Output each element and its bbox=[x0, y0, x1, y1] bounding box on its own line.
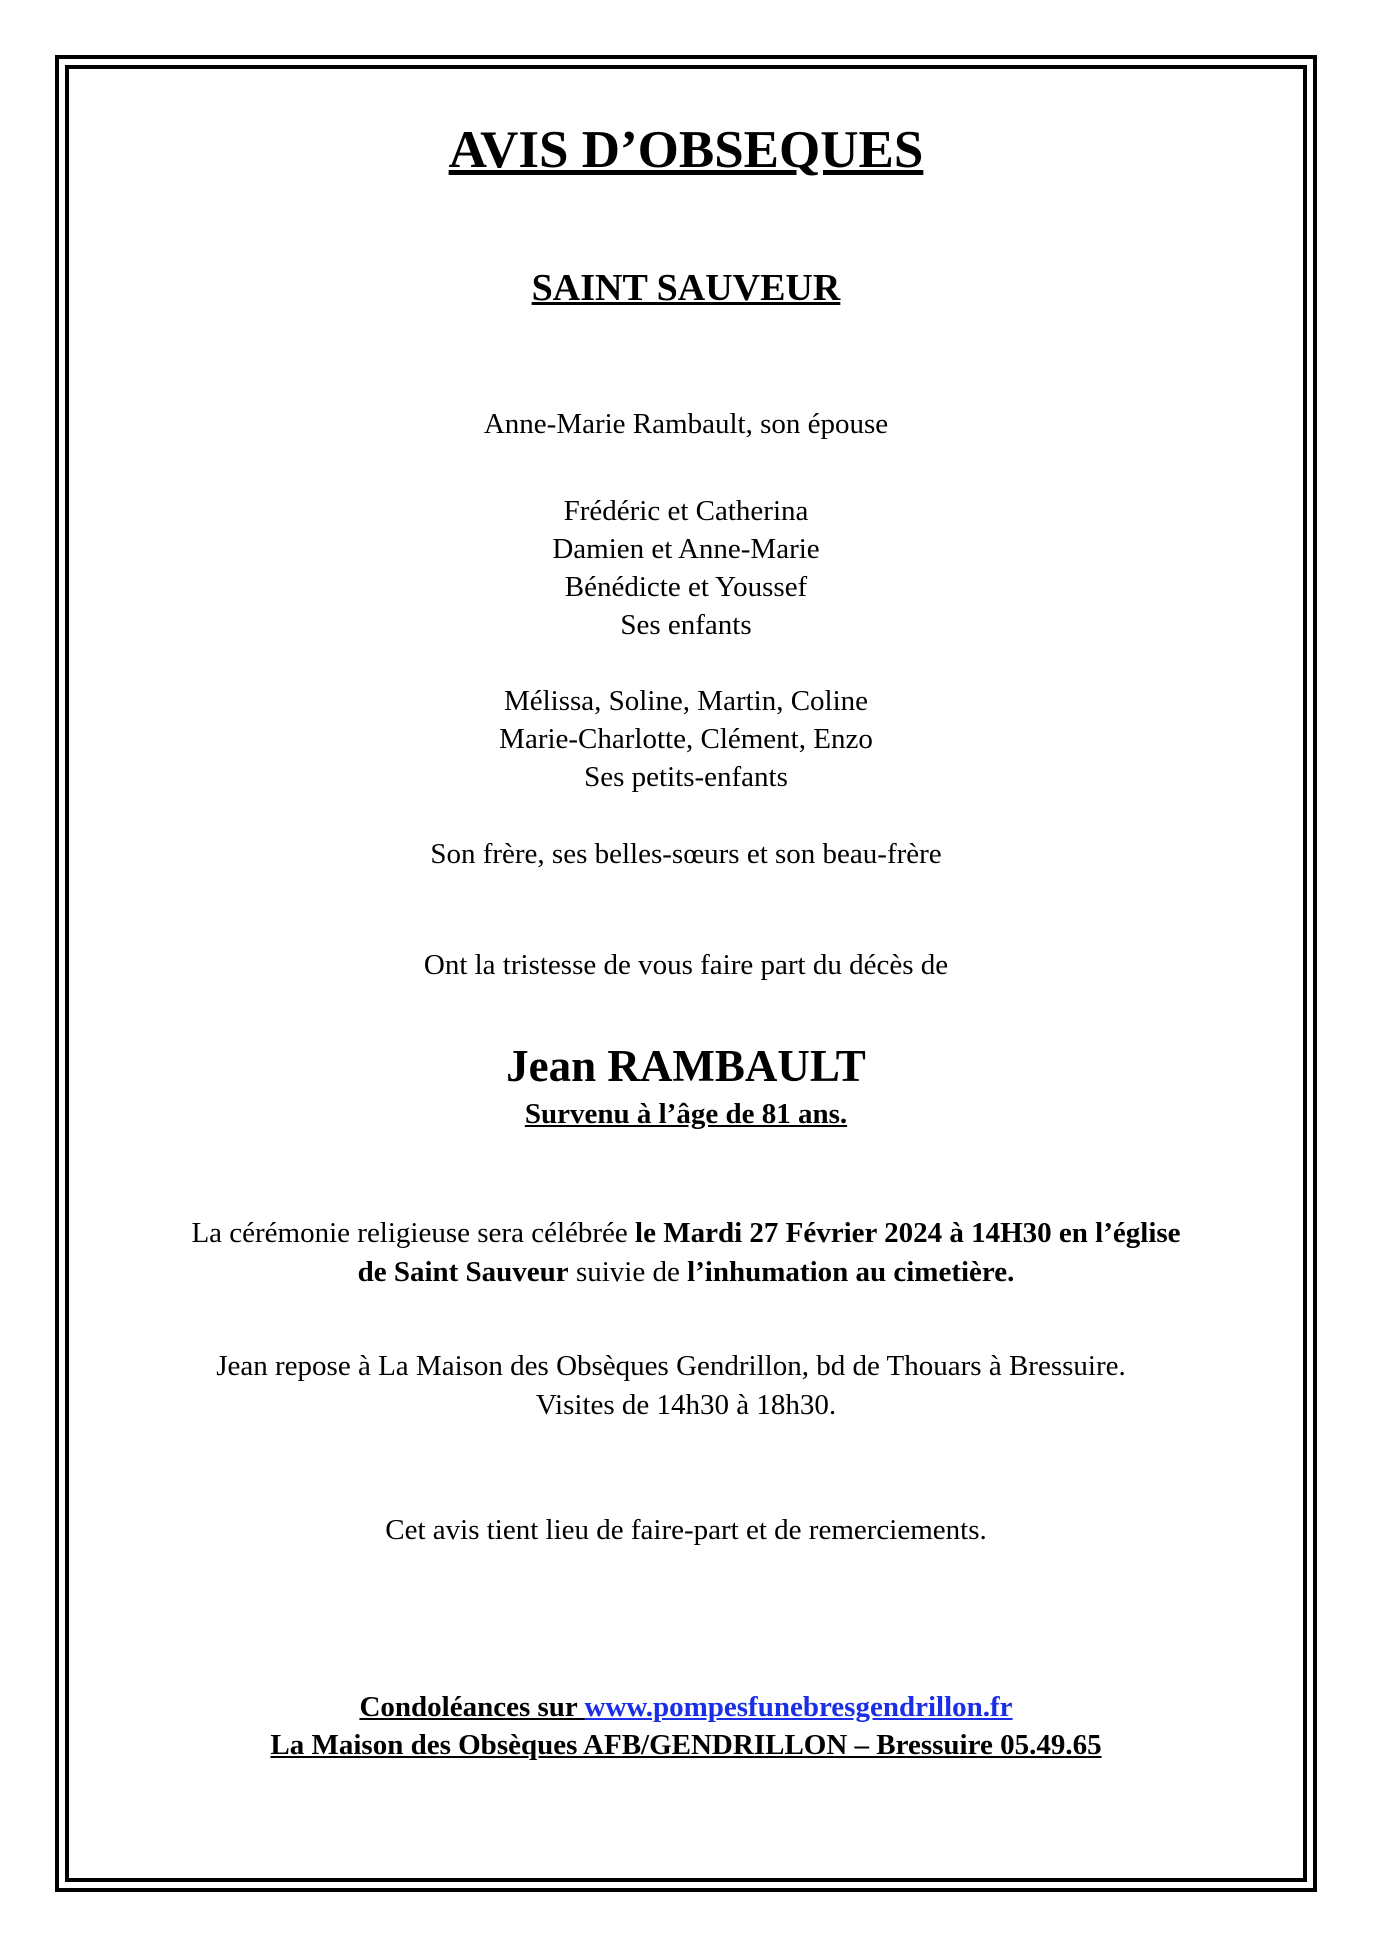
ceremony-intro: La cérémonie religieuse sera célébrée bbox=[191, 1217, 636, 1249]
funeral-home-line: La Maison des Obsèques AFB/GENDRILLON – Bressuire 05.49.65 bbox=[270, 1729, 1102, 1761]
announcement-intro: Ont la tristesse de vous faire part du décès de bbox=[423, 949, 949, 981]
child-line: Frédéric et Catherina bbox=[563, 495, 809, 527]
ceremony-date: le Mardi 27 Février 2024 à 14H30 en l’église bbox=[635, 1217, 1181, 1249]
children-label: Ses enfants bbox=[620, 609, 752, 641]
grandchildren-label: Ses petits-enfants bbox=[584, 761, 788, 793]
spouse-line: Anne-Marie Rambault, son épouse bbox=[483, 408, 889, 440]
website-link[interactable]: www.pompesfunebresgendrillon.fr bbox=[584, 1691, 1013, 1723]
siblings-line: Son frère, ses belles-sœurs et son beau-frère bbox=[430, 838, 942, 870]
child-line: Damien et Anne-Marie bbox=[552, 533, 820, 565]
visitation-location: Jean repose à La Maison des Obsèques Gendrillon, bd de Thouars à Bressuire. bbox=[216, 1350, 1126, 1382]
ceremony-connector: suivie de bbox=[568, 1256, 688, 1288]
ceremony-church: de Saint Sauveur bbox=[357, 1256, 569, 1288]
deceased-age: Survenu à l’âge de 81 ans. bbox=[524, 1098, 848, 1130]
condolences-line bbox=[65, 1688, 1307, 1726]
grandchildren-line: Marie-Charlotte, Clément, Enzo bbox=[499, 723, 873, 755]
deceased-name: Jean RAMBAULT bbox=[506, 1041, 866, 1091]
ceremony-line-1 bbox=[65, 1214, 1307, 1252]
ceremony-line-2 bbox=[65, 1253, 1307, 1291]
ceremony-burial: l’inhumation au cimetière. bbox=[687, 1256, 1015, 1288]
closing-note: Cet avis tient lieu de faire-part et de remerciements. bbox=[385, 1514, 987, 1546]
child-line: Bénédicte et Youssef bbox=[564, 571, 808, 603]
location-heading: SAINT SAUVEUR bbox=[531, 267, 841, 309]
visitation-hours: Visites de 14h30 à 18h30. bbox=[535, 1389, 837, 1421]
condolences-label: Condoléances sur bbox=[359, 1691, 585, 1723]
notice-title: AVIS D’OBSEQUES bbox=[448, 121, 924, 179]
grandchildren-line: Mélissa, Soline, Martin, Coline bbox=[503, 685, 869, 717]
